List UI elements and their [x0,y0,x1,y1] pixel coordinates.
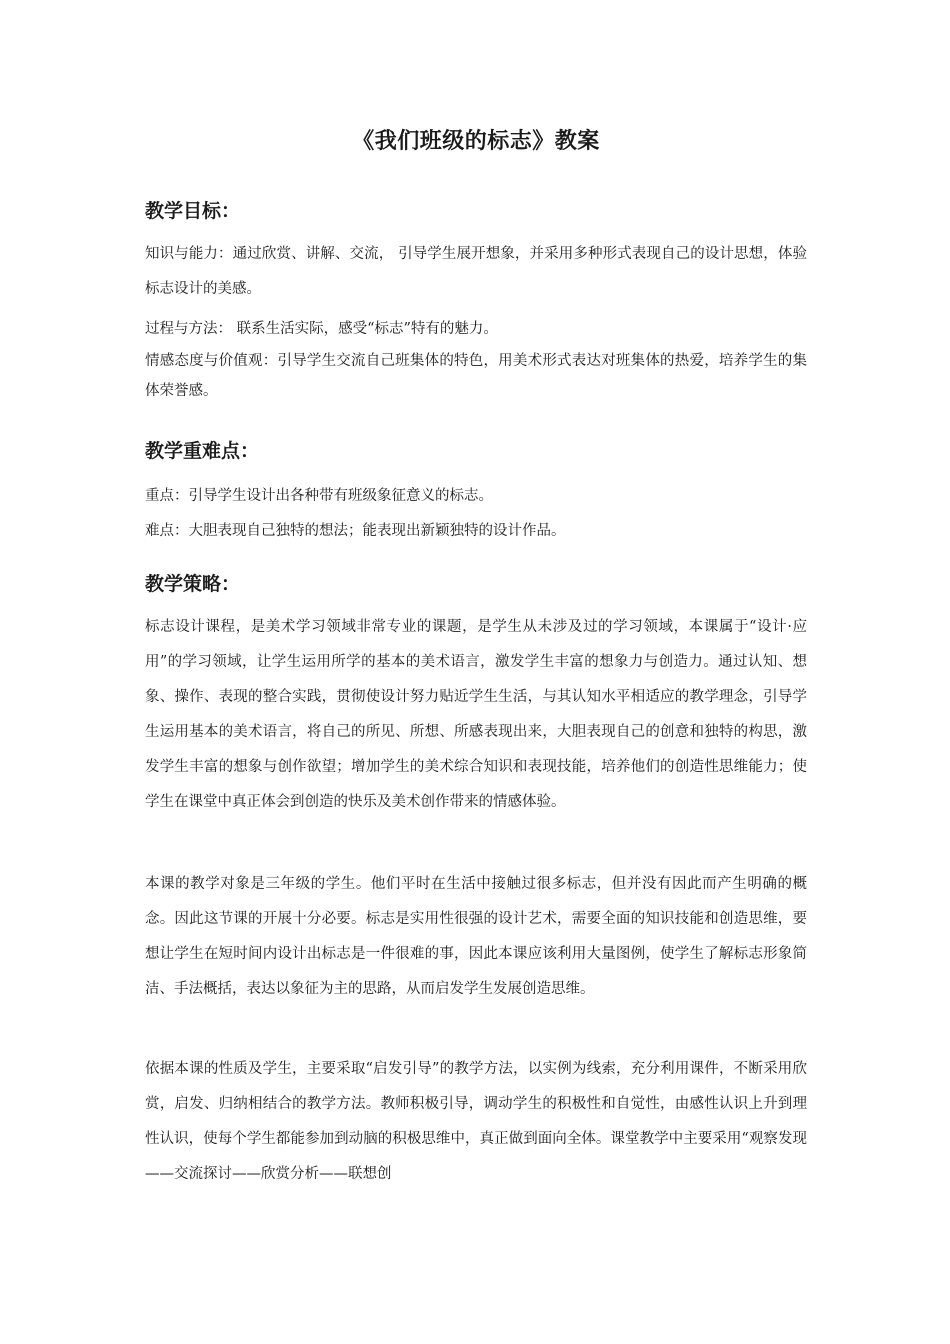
objectives-emotion-paragraph: 情感态度与价值观：引导学生交流自己班集体的特色，用美术形式表达对班集体的热爱，培养学生的集体荣誉感。 [145,353,807,399]
key-points-difficulty: 难点：大胆表现自己独特的想法；能表现出新颖独特的设计作品。 [145,523,566,539]
strategy-paragraph-1: 标志设计课程，是美术学习领域非常专业的课题，是学生从未涉及过的学习领域，本课属于“设计·应用”的学习领域，让学生运用所学的基本的美术语言，激发学生丰富的想象力与创造力。通过认知、想象、操作、表现的整合实践，贯彻使设计努力贴近学生生活，与其认知水平相适应的教学理念，引导学生运用基本的美术语言，将自己的所见、所想、所感表现出来，大胆表现自己的创意和独特的构思，激发学生丰富的想象与创作欲望；增加学生的美术综合知识和表现技能，培养他们的创造性思维能力；使学生在课堂中真正体会到创造的快乐及美术创作带来的情感体验。 [145,619,807,810]
objectives-process-paragraph: 过程与方法： 联系生活实际，感受“标志”特有的魅力。 [145,321,498,337]
strategy-heading: 教学策略： [145,573,241,595]
document-title: 《我们班级的标志》教案 [352,129,600,154]
strategy-paragraph-3: 依据本课的性质及学生，主要采取“启发引导”的教学方法，以实例为线索，充分利用课件，不断采用欣赏，启发、归纳相结合的教学方法。教师积极引导，调动学生的积极性和自觉性，由感性认识上升到理性认识，使每个学生都能参加到动脑的积极思维中，真正做到面向全体。课堂教学中主要采用“观察发现——交流探讨——欣赏分析——联想创 [145,1061,807,1182]
key-points-focus: 重点：引导学生设计出各种带有班级象征意义的标志。 [145,488,493,504]
objectives-heading: 教学目标： [145,200,241,222]
strategy-paragraph-2: 本课的教学对象是三年级的学生。他们平时在生活中接触过很多标志，但并没有因此而产生明确的概念。因此这节课的开展十分必要。标志是实用性很强的设计艺术，需要全面的知识技能和创造思维，要想让学生在短时间内设计出标志是一件很难的事，因此本课应该利用大量图例，使学生了解标志形象简洁、手法概括，表达以象征为主的思路，从而启发学生发展创造思维。 [145,876,807,997]
key-points-heading: 教学重难点： [145,440,260,462]
objectives-knowledge-paragraph: 知识与能力：通过欣赏、讲解、交流， 引导学生展开想象，并采用多种形式表现自己的设计思想，体验标志设计的美感。 [145,246,807,297]
